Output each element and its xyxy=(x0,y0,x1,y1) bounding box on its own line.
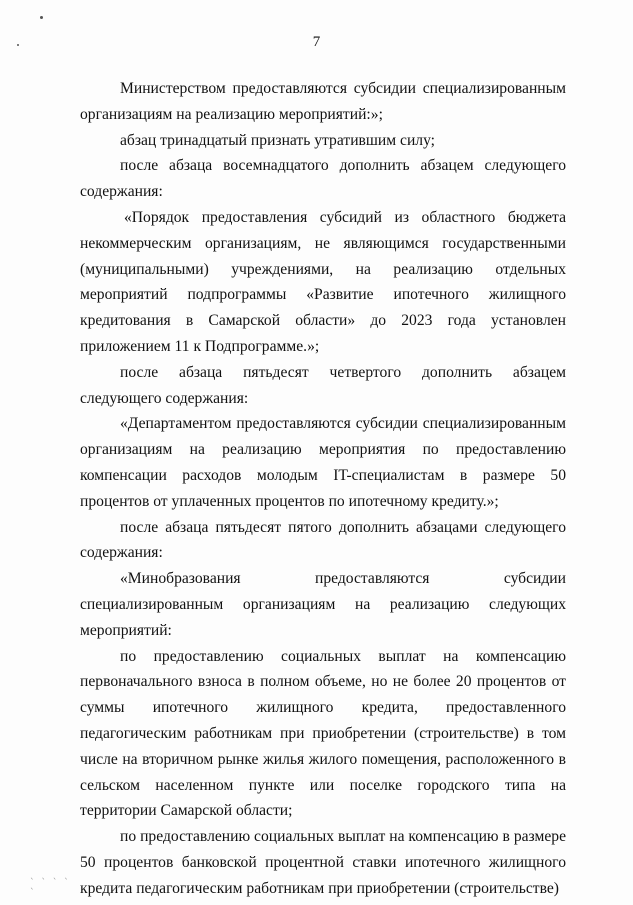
document-body xyxy=(80,76,566,902)
paragraph: «Порядок предоставления субсидий из областного бюджета некоммерческим организациям, не являющимся государственными (муниципальными) учреждениями, на реализацию отдельных мероприятий подпрограммы «Развитие ипотечного жилищного кредитования в Самарской области» до 2023 года установлен приложением 11 к Подпрограмме.»; xyxy=(80,208,566,355)
paragraph: после абзаца восемнадцатого дополнить абзацем следующего содержания: xyxy=(80,157,566,201)
paragraph: «Департаментом предоставляются субсидии специализированным организациям на реализацию мероприятия по предоставлению компенсации расходов молодым IT-специалистам в размере 50 процентов от уплаченных процентов по ипотечному кредиту.»; xyxy=(80,415,566,510)
scan-speck xyxy=(40,16,43,19)
scan-artifact: ` ` ` ` ` xyxy=(30,878,71,898)
paragraph: по предоставлению социальных выплат на компенсацию первоначального взноса в полном объеме, но не более 20 процентов от суммы ипотечного жилищного кредита, предоставленного педагогическим работникам при приобретении (строительстве) в том числе на вторичном рынке жилья жилого помещения, расположенного в сельском населенном пункте или поселке городского типа на территории Самарской области; xyxy=(80,647,566,820)
paragraph: после абзаца пятьдесят пятого дополнить абзацами следующего содержания: xyxy=(80,518,566,562)
paragraph: после абзаца пятьдесят четвертого дополнить абзацем следующего содержания: xyxy=(80,363,566,407)
paragraph: «Минобразования предоставляются субсидии специализированным организациям на реализацию следующих мероприятий: xyxy=(80,570,566,639)
paragraph: абзац тринадцатый признать утратившим силу; xyxy=(120,131,435,149)
page-number: 7 xyxy=(312,34,321,50)
paragraph: по предоставлению социальных выплат на компенсацию в размере 50 процентов банковской процентной ставки ипотечного жилищного кредита педагогическим работникам при приобретении (строительстве) xyxy=(80,828,566,897)
paragraph: Министерством предоставляются субсидии специализированным организациям на реализацию мероприятий:»; xyxy=(80,80,566,123)
